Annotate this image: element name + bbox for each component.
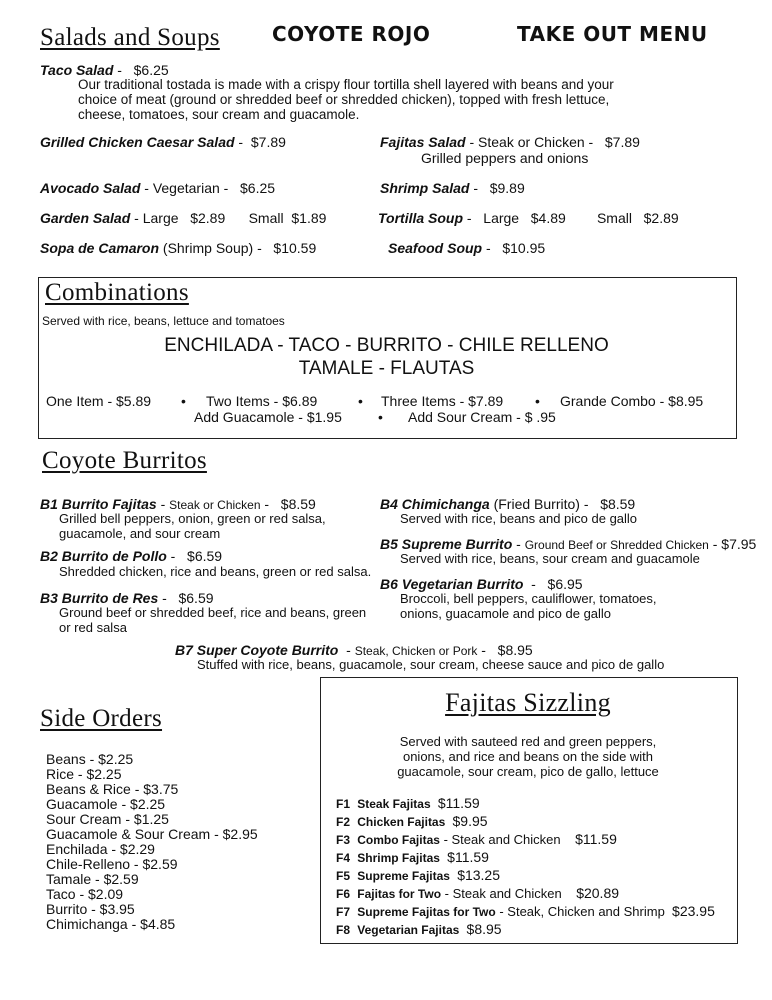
item-price: $11.59	[437, 795, 480, 811]
item-price: $8.59	[280, 496, 316, 512]
restaurant-name: COYOTE ROJO	[272, 22, 431, 46]
burrito-b7-description: Stuffed with rice, beans, guacamole, sour cream, cheese sauce and pico de gallo	[197, 657, 665, 672]
item-price: $6.59	[178, 590, 214, 606]
item-price: $7.89	[250, 134, 286, 150]
item-name: B5 Supreme Burrito	[380, 536, 513, 552]
garden-salad-line: Garden Salad - Large $2.89 Small $1.89	[40, 210, 327, 226]
combination-items-line: ENCHILADA - TACO - BURRITO - CHILE RELLENO	[164, 335, 609, 356]
description-line: guacamole, sour cream, pico de gallo, lettuce	[397, 764, 659, 779]
description-line: onions, and rice and beans on the side with	[402, 749, 654, 764]
item-note: (Fried Burrito)	[493, 496, 580, 512]
description-line: Broccoli, bell peppers, cauliflower, tomatoes,	[400, 591, 657, 606]
shrimp-salad-line: Shrimp Salad - $9.89	[380, 180, 525, 196]
item-price: $8.95	[466, 921, 502, 937]
taco-salad-line: Taco Salad - $6.25	[40, 62, 169, 78]
fajitas-title: Fajitas Sizzling	[445, 688, 611, 717]
item-name: Fajitas Salad	[380, 134, 466, 150]
combo-one-item: One Item - $5.89	[46, 393, 152, 409]
item-name: Supreme Fajitas for Two	[357, 905, 496, 919]
fajita-item	[336, 921, 715, 939]
item-name: Fajitas for Two	[357, 887, 442, 901]
item-price: $7.89	[604, 134, 640, 150]
bullet: •	[358, 393, 363, 409]
item-price: $9.89	[489, 180, 525, 196]
item-name: Taco Salad	[40, 62, 114, 78]
item-name: B1 Burrito Fajitas	[40, 496, 157, 512]
item-name: Supreme Fajitas	[357, 869, 450, 883]
burrito-b1-description	[59, 511, 326, 541]
description-line: Grilled bell peppers, onion, green or red salsa,	[59, 511, 326, 526]
item-price: $2.89	[643, 210, 679, 226]
menu-type-title: TAKE OUT MENU	[517, 22, 708, 46]
side-orders-list	[46, 752, 258, 932]
item-code: F4	[336, 851, 351, 865]
item-price: $8.95	[497, 642, 533, 658]
item-name: B2 Burrito de Pollo	[40, 548, 167, 564]
item-price: $10.59	[273, 240, 317, 256]
side-item: Guacamole & Sour Cream - $2.95	[46, 826, 258, 842]
combinations-items	[38, 334, 735, 380]
side-item: Beans - $2.25	[46, 751, 134, 767]
item-name: Shrimp Fajitas	[357, 851, 440, 865]
item-name: Chicken Fajitas	[357, 815, 446, 829]
item-code: F7	[336, 905, 351, 919]
side-item: Guacamole - $2.25	[46, 796, 166, 812]
burrito-b4-description: Served with rice, beans and pico de gallo	[400, 511, 638, 526]
size-label: Small	[248, 210, 284, 226]
item-name: Steak Fajitas	[357, 797, 431, 811]
burrito-b2-line: B2 Burrito de Pollo - $6.59	[40, 548, 223, 564]
item-name: Combo Fajitas	[357, 833, 440, 847]
side-item: Burrito - $3.95	[46, 901, 135, 917]
burrito-b7-line: B7 Super Coyote Burrito - Steak, Chicken or Pork - $8.95	[175, 642, 533, 658]
combinations-title: Combinations	[45, 279, 189, 306]
item-name: Tortilla Soup	[378, 210, 464, 226]
item-price: $23.95	[672, 903, 715, 919]
item-price: $7.95	[721, 536, 757, 552]
fajita-item	[336, 885, 715, 903]
burrito-b3-description	[59, 605, 366, 635]
item-price: $9.95	[452, 813, 488, 829]
seafood-soup-line: Seafood Soup - $10.95	[388, 240, 546, 256]
bullet: •	[181, 393, 186, 409]
combo-three-items: Three Items - $7.89	[381, 393, 504, 409]
taco-salad-description: Our traditional tostada is made with a crispy flour tortilla shell layered with beans and your choice of meat (ground or shredded beef or shredded chicken), topped with fresh lettuce, cheese, tomatoes, sour cream and guacamole.	[78, 77, 614, 122]
fajita-item	[336, 795, 715, 813]
size-label: Small	[596, 210, 632, 226]
burritos-section-title: Coyote Burritos	[42, 447, 207, 474]
item-price: $6.25	[133, 62, 169, 78]
side-item: Chimichanga - $4.85	[46, 916, 176, 932]
item-note: - Steak, Chicken and Shrimp	[499, 904, 665, 919]
item-name: Sopa de Camaron	[40, 240, 160, 256]
item-note: Ground Beef or Shredded Chicken	[524, 538, 709, 552]
bullet: •	[535, 393, 540, 409]
item-name: Grilled Chicken Caesar Salad	[40, 134, 235, 150]
item-price: $6.25	[240, 180, 276, 196]
burrito-b6-description	[400, 591, 657, 621]
item-price: $6.59	[187, 548, 223, 564]
item-price: $4.89	[530, 210, 566, 226]
fajitas-list	[336, 795, 715, 939]
fajita-item	[336, 903, 715, 921]
combo-two-items: Two Items - $6.89	[206, 393, 318, 409]
side-item: Sour Cream - $1.25	[46, 811, 169, 827]
item-name: Shrimp Salad	[380, 180, 470, 196]
add-sour-cream: Add Sour Cream - $ .95	[408, 409, 556, 425]
item-name: Garden Salad	[40, 210, 131, 226]
fajita-item	[336, 849, 715, 867]
item-code: F2	[336, 815, 351, 829]
side-item: Rice - $2.25	[46, 766, 122, 782]
item-name: B7 Super Coyote Burrito	[175, 642, 339, 658]
item-name: B4 Chimichanga	[380, 496, 490, 512]
item-code: F8	[336, 923, 351, 937]
fajita-item	[336, 831, 715, 849]
avocado-salad-line: Avocado Salad - Vegetarian - $6.25	[40, 180, 276, 196]
item-price: $1.89	[291, 210, 327, 226]
side-item: Enchilada - $2.29	[46, 841, 155, 857]
side-item: Taco - $2.09	[46, 886, 124, 902]
combinations-served: Served with rice, beans, lettuce and tomatoes	[42, 314, 285, 328]
item-price: $20.89	[576, 885, 620, 901]
item-price: $13.25	[457, 867, 501, 883]
item-note: (Shrimp Soup)	[162, 240, 254, 256]
item-price: $2.89	[190, 210, 226, 226]
side-item: Chile-Relleno - $2.59	[46, 856, 178, 872]
burrito-b1-line: B1 Burrito Fajitas - Steak or Chicken - $8.59	[40, 496, 316, 512]
item-note: Steak, Chicken or Pork	[354, 644, 478, 658]
side-orders-title: Side Orders	[40, 705, 163, 732]
sopa-camaron-line: Sopa de Camaron (Shrimp Soup) - $10.59	[40, 240, 317, 256]
item-note: Vegetarian	[152, 180, 220, 196]
burrito-b2-description: Shredded chicken, rice and beans, green or red salsa.	[59, 564, 372, 579]
item-note: - Steak and Chicken	[444, 886, 562, 901]
item-price: $8.59	[600, 496, 636, 512]
combo-grande: Grande Combo - $8.95	[560, 393, 704, 409]
fajitas-salad-description: Grilled peppers and onions	[421, 150, 589, 166]
description-line: guacamole, and sour cream	[59, 526, 221, 541]
item-code: F1	[336, 797, 351, 811]
item-note: Steak or Chicken	[169, 498, 261, 512]
fajita-item	[336, 867, 715, 885]
caesar-salad-line: Grilled Chicken Caesar Salad - $7.89	[40, 134, 286, 150]
item-price: $10.95	[502, 240, 546, 256]
bullet: •	[378, 409, 383, 425]
fajitas-salad-line: Fajitas Salad - Steak or Chicken - $7.89	[380, 134, 640, 150]
tortilla-soup-line: Tortilla Soup - Large $4.89 Small $2.89	[378, 210, 679, 226]
item-code: F5	[336, 869, 351, 883]
item-price: $6.95	[547, 576, 583, 592]
salads-section-title: Salads and Soups	[40, 24, 220, 51]
description-line: onions, guacamole and pico de gallo	[400, 606, 612, 621]
side-item: Tamale - $2.59	[46, 871, 139, 887]
item-note: - Steak and Chicken	[443, 832, 561, 847]
burrito-b5-line: B5 Supreme Burrito - Ground Beef or Shredded Chicken - $7.95	[380, 536, 757, 552]
item-name: B3 Burrito de Res	[40, 590, 159, 606]
item-name: Vegetarian Fajitas	[357, 923, 460, 937]
item-code: F3	[336, 833, 351, 847]
burrito-b6-line: B6 Vegetarian Burrito - $6.95	[380, 576, 583, 592]
burrito-b5-description: Served with rice, beans, sour cream and guacamole	[400, 551, 700, 566]
description-line: or red salsa	[59, 620, 127, 635]
combination-items-line: TAMALE - FLAUTAS	[298, 358, 475, 379]
description-line: Ground beef or shredded beef, rice and beans, green	[59, 605, 367, 620]
burrito-b4-line: B4 Chimichanga (Fried Burrito) - $8.59	[380, 496, 636, 512]
fajita-item	[336, 813, 715, 831]
item-name: B6 Vegetarian Burrito	[380, 576, 524, 592]
burrito-b3-line: B3 Burrito de Res - $6.59	[40, 590, 214, 606]
add-guacamole: Add Guacamole - $1.95	[194, 409, 342, 425]
size-label: Large	[483, 210, 520, 226]
item-price: $11.59	[575, 831, 617, 847]
item-price: $11.59	[447, 849, 489, 865]
size-label: Large	[142, 210, 179, 226]
side-item: Beans & Rice - $3.75	[46, 781, 179, 797]
item-name: Avocado Salad	[40, 180, 141, 196]
item-note: Steak or Chicken	[478, 134, 585, 150]
description-line: Served with sauteed red and green peppers,	[399, 734, 657, 749]
item-code: F6	[336, 887, 351, 901]
fajitas-description	[320, 734, 736, 779]
item-name: Seafood Soup	[388, 240, 483, 256]
